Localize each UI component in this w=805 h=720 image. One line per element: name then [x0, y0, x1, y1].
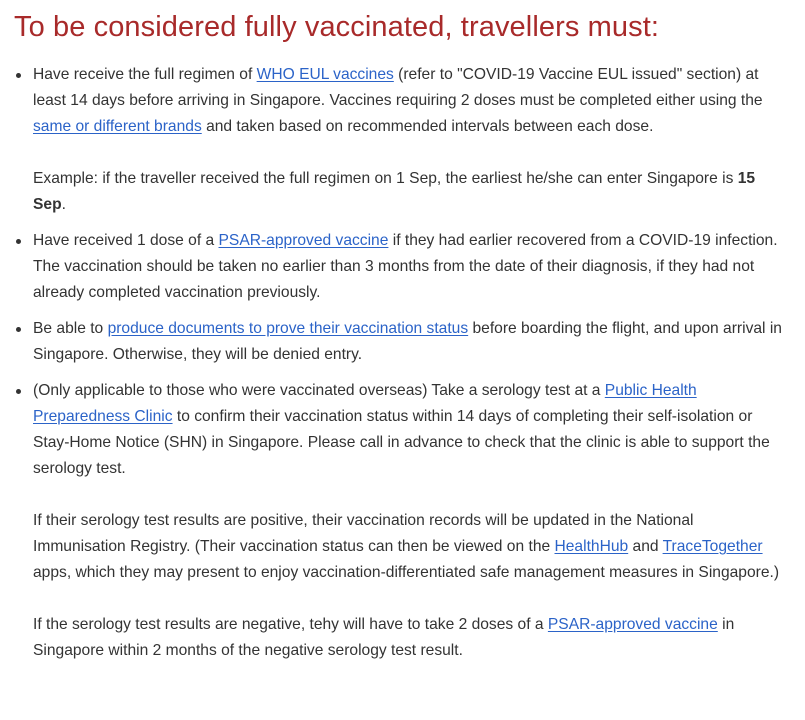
example-date: 15 Sep	[33, 170, 756, 213]
psar-approved-vaccine-link-2[interactable]: PSAR-approved vaccine	[547, 616, 718, 633]
positive-result-paragraph	[33, 508, 789, 586]
text: (Only applicable to those who were vaccinated overseas) Take a serology test at a	[33, 382, 605, 399]
text: Example: if the traveller received the full regimen on 1 Sep, the earliest he/she can enter Singapore is	[33, 170, 738, 187]
public-health-preparedness-clinic-link[interactable]: Public Health Preparedness Clinic	[33, 382, 697, 425]
example-paragraph	[33, 166, 789, 218]
text: and taken based on recommended intervals between each dose.	[201, 118, 654, 135]
page-title: To be considered fully vaccinated, travellers must:	[14, 11, 660, 43]
same-or-different-brands-link[interactable]: same or different brands	[33, 118, 202, 135]
text: to confirm their vaccination status within 14 days of completing their self-isolation or Stay-Home Notice (SHN) in Singapore. Please call in advance to check that the clinic is able to support the serology test.	[33, 408, 770, 477]
healthhub-link[interactable]: HealthHub	[554, 538, 629, 555]
text: Be able to	[33, 320, 108, 337]
psar-approved-vaccine-link[interactable]: PSAR-approved vaccine	[218, 232, 389, 249]
text: apps, which they may present to enjoy vaccination-differentiated safe management measures in Singapore.)	[33, 564, 780, 581]
who-eul-vaccines-link[interactable]: WHO EUL vaccines	[256, 66, 394, 83]
text: in Singapore within 2 months of the negative serology test result.	[33, 616, 735, 659]
paragraph	[33, 378, 789, 482]
list-item-documents	[14, 316, 789, 368]
paragraph	[33, 62, 789, 140]
text: Have receive the full regimen of	[33, 66, 257, 83]
list-item-recovered	[14, 228, 789, 306]
text: if they had earlier recovered from a COVID-19 infection. The vaccination should be taken no earlier than 3 months from the date of their diagnosis, if they had not already completed vaccination previously.	[33, 232, 778, 301]
text: If the serology test results are negative, tehy will have to take 2 doses of a	[33, 616, 548, 633]
negative-result-paragraph	[33, 612, 789, 664]
list-item-serology	[14, 378, 789, 664]
list-item-who-eul	[14, 62, 789, 218]
text: and	[628, 538, 663, 555]
tracetogether-link[interactable]: TraceTogether	[662, 538, 763, 555]
prove-vaccination-status-link[interactable]: produce documents to prove their vaccination status	[107, 320, 469, 337]
text: Have received 1 dose of a	[33, 232, 219, 249]
text: If their serology test results are positive, their vaccination records will be updated in the National Immunisation Registry. (Their vaccination status can then be viewed on the	[33, 512, 694, 555]
text: before boarding the flight, and upon arrival in Singapore. Otherwise, they will be denied entry.	[33, 320, 782, 363]
requirements-list	[14, 62, 805, 664]
text: (refer to "COVID-19 Vaccine EUL issued" section) at least 14 days before arriving in Singapore. Vaccines requiring 2 doses must be completed either using the	[33, 66, 763, 109]
text: .	[61, 196, 66, 213]
paragraph	[33, 316, 789, 368]
paragraph	[33, 228, 789, 306]
